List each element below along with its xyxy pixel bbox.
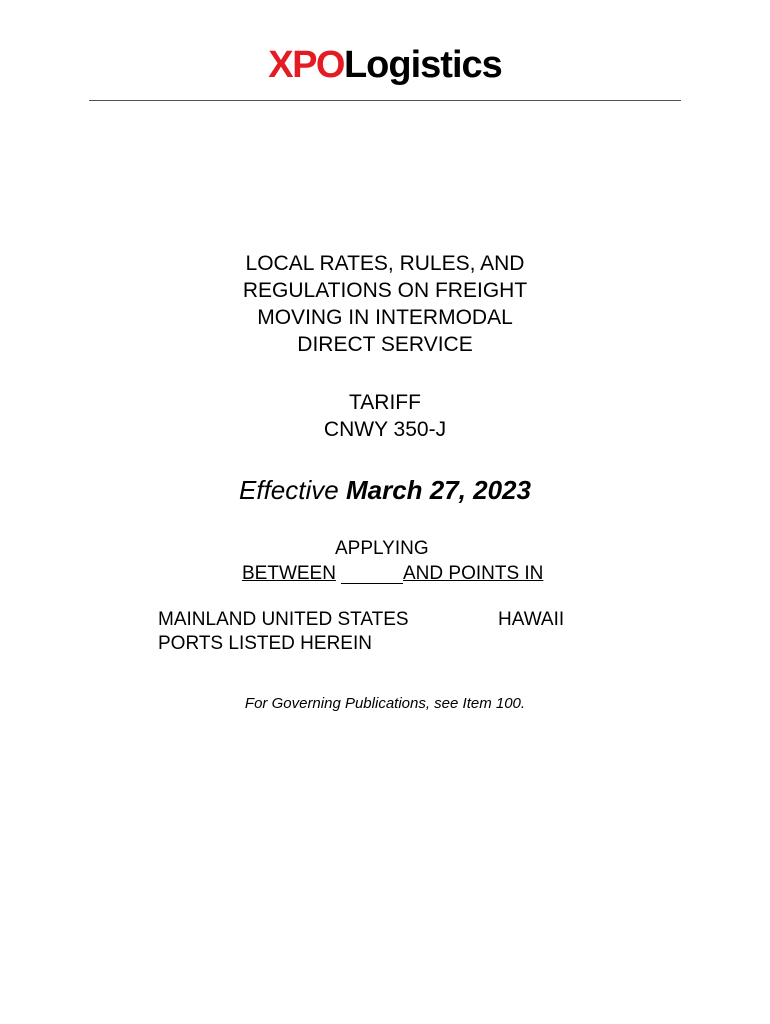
origin-points: [158, 608, 409, 656]
origin-line: MAINLAND UNITED STATES: [158, 609, 409, 630]
destination-points: HAWAII: [498, 609, 565, 630]
header-divider: [89, 100, 681, 101]
xpo-logistics-logo: [0, 40, 770, 90]
and-points-in-label: AND POINTS IN: [403, 563, 544, 584]
effective-date-line: [0, 474, 770, 506]
effective-date: March 27, 2023: [345, 475, 531, 505]
logo-logistics-text: Logistics: [343, 44, 502, 86]
title-line: LOCAL RATES, RULES, AND: [245, 252, 525, 275]
between-label: BETWEEN: [242, 563, 336, 584]
between-underline-gap: [341, 583, 403, 584]
tariff-number: CNWY 350-J: [323, 418, 447, 441]
governing-publications-note: For Governing Publications, see Item 100.: [244, 695, 526, 712]
title-line: MOVING IN INTERMODAL: [257, 306, 513, 329]
tariff-identifier: [0, 389, 770, 443]
logo-xpo-text: XPO: [268, 44, 344, 86]
title-line: REGULATIONS ON FREIGHT: [242, 279, 528, 302]
title-line: DIRECT SERVICE: [297, 333, 473, 356]
applying-heading: APPLYING: [335, 538, 429, 559]
origin-line: PORTS LISTED HEREIN: [158, 633, 372, 654]
document-title: [0, 250, 770, 358]
effective-label: Effective: [239, 475, 339, 505]
tariff-label: TARIFF: [349, 391, 421, 414]
